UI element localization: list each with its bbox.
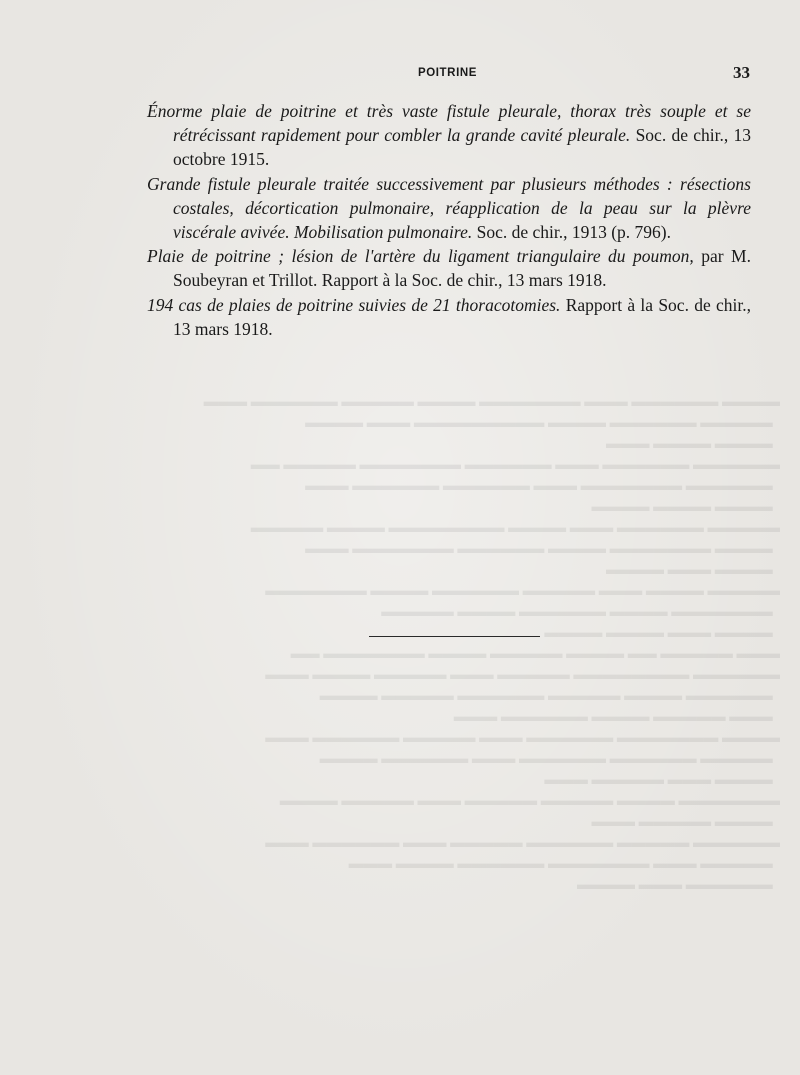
page-header — [145, 62, 750, 86]
bibliography-entry — [147, 99, 751, 172]
entry-title: 194 cas de plaies de poitrine suivies de 21 thoracotomies. — [147, 294, 561, 315]
entry-reference: Soc. de chir., 13 octobre 1915. — [173, 125, 752, 170]
page-number: 33 — [733, 63, 750, 82]
entry-reference: Soc. de chir., 1913 (p. 796). — [476, 222, 672, 243]
bibliography-entry — [147, 293, 751, 341]
bibliography-entry — [147, 244, 751, 292]
bibliography-entry — [147, 172, 751, 245]
entry-title: Grande fistule pleurale traitée successivement par plusieurs méthodes : résections costales, décortication pulmonaire, réapplication de la peau sur la plèvre viscérale avivée. Mobilisation pulmonaire. — [147, 173, 751, 243]
entry-title: Énorme plaie de poitrine et très vaste fistule pleurale, thorax très souple et se rétrécissant rapidement pour combler la grande cavité pleurale. — [147, 101, 751, 146]
entry-title: Plaie de poitrine ; lésion de l'artère du ligament triangulaire du poumon, — [147, 246, 694, 267]
bleed-through-texture: ▬▬▬▬ ▬▬▬▬▬▬ ▬▬▬ ▬▬▬▬▬▬▬ ▬▬▬▬ ▬▬▬▬▬ ▬▬▬▬▬▬ ▬▬▬ ▬▬▬▬▬ ▬▬▬▬▬▬ ▬▬▬▬ ▬▬▬▬▬▬▬▬▬ ▬▬▬ ▬▬▬▬ ▬▬▬▬ ▬▬▬▬ ▬▬▬ ▬▬▬▬▬▬ ▬▬▬▬▬▬ ▬▬▬ ▬▬▬▬▬▬ ▬▬▬▬▬▬▬ ▬▬▬▬▬ ▬▬ ▬▬▬▬▬▬ ▬▬▬▬▬▬▬ ▬▬▬ ▬▬▬▬▬▬ ▬▬▬▬▬▬ ▬▬▬ ▬▬▬▬ ▬▬▬▬ ▬▬▬▬ ▬▬▬▬▬ ▬▬▬▬▬▬ ▬▬▬ ▬▬▬▬ ▬▬▬▬▬▬▬▬ ▬▬▬▬ ▬▬▬▬▬ ▬▬▬▬ ▬▬▬▬▬▬▬ ▬▬▬▬ ▬▬▬▬▬▬ ▬▬▬▬▬▬▬ ▬▬▬ ▬▬▬▬ ▬▬▬ ▬▬▬▬ ▬▬▬▬▬ ▬▬▬▬ ▬▬▬ ▬▬▬▬▬ ▬▬▬▬▬▬ ▬▬▬▬ ▬▬▬▬▬▬▬ ▬▬▬▬▬▬▬ ▬▬▬▬ ▬▬▬▬▬▬ ▬▬▬▬ ▬▬▬▬▬ ▬▬▬▬ ▬▬▬ ▬▬▬▬ ▬▬▬▬ ▬▬▬ ▬▬▬▬▬ ▬▬ ▬▬▬▬ ▬▬▬▬▬ ▬▬▬▬ ▬▬▬▬▬▬▬ ▬▬ ▬▬▬▬▬▬ ▬▬▬▬▬▬▬▬ ▬▬▬▬▬ ▬▬▬ ▬▬▬▬▬ ▬▬▬▬ ▬▬▬ ▬▬▬▬▬▬ ▬▬▬▬ ▬▬▬▬▬ ▬▬▬▬▬▬ ▬▬▬▬▬ ▬▬▬▬ ▬▬▬ ▬▬▬▬▬ ▬▬▬▬ ▬▬▬▬▬▬ ▬▬▬ ▬▬▬▬ ▬▬▬▬▬▬▬ ▬▬▬▬▬▬ ▬▬▬ ▬▬▬▬▬ ▬▬▬▬▬▬ ▬▬▬ ▬▬▬▬▬ ▬▬▬▬▬▬ ▬▬▬▬▬▬ ▬▬▬ ▬▬▬▬▬▬ ▬▬▬▬ ▬▬▬▬ ▬▬▬ ▬▬▬▬▬ ▬▬▬ ▬▬▬▬▬▬▬ ▬▬▬▬ ▬▬▬▬▬ ▬▬▬▬▬ ▬▬▬ ▬▬▬▬▬ ▬▬▬▬ ▬▬▬▬ ▬▬▬▬▬ ▬▬▬ ▬▬▬▬▬▬ ▬▬▬▬▬ ▬▬▬▬▬▬ ▬▬▬▬▬ ▬▬▬ ▬▬▬▬▬▬ ▬▬▬ ▬▬▬▬▬ ▬▬▬ ▬▬▬▬▬▬▬ ▬▬▬▬▬▬ ▬▬▬▬ ▬▬▬ ▬▬▬▬▬▬ ▬▬▬ ▬▬▬▬ — [203, 394, 780, 893]
entry-reference: par M. Soubeyran et Trillot. Rapport à la Soc. de chir., 13 mars 1918. — [173, 246, 751, 291]
bibliography-entries — [147, 99, 751, 341]
section-end-rule — [369, 636, 540, 637]
running-head: POITRINE — [417, 67, 478, 79]
entry-reference: Rapport à la Soc. de chir., 13 mars 1918. — [173, 294, 751, 339]
